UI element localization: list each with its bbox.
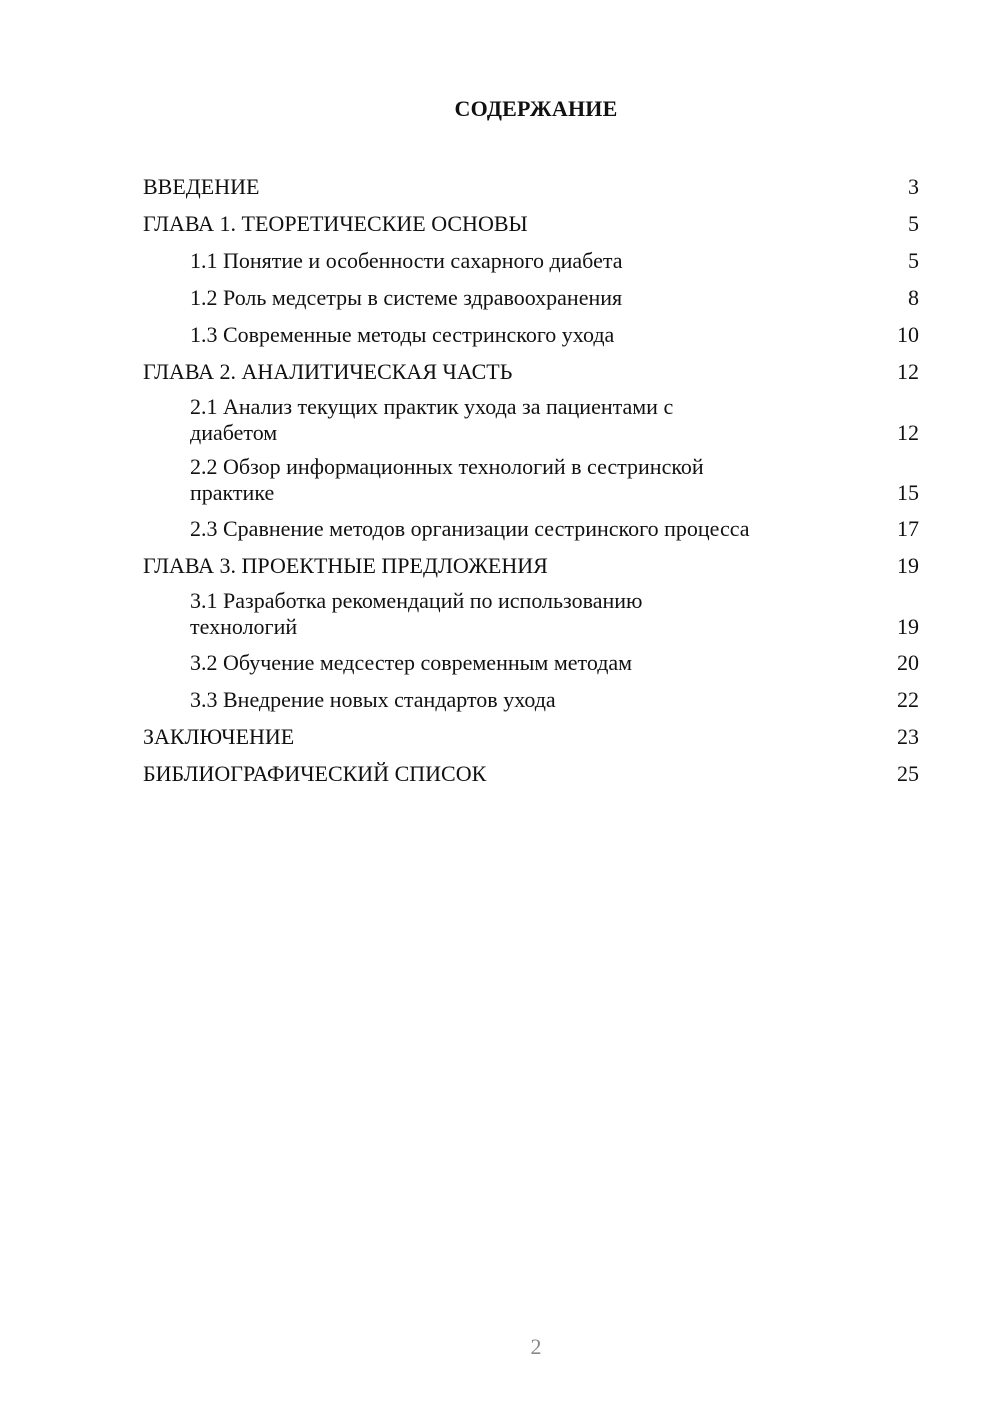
toc-entry-page: 15 xyxy=(897,480,919,505)
toc-entry-page: 22 xyxy=(897,686,919,712)
toc-entry xyxy=(143,755,919,792)
toc-entry-label: 2.2 Обзор информационных технологий в сестринской практике xyxy=(190,454,704,505)
toc-entry xyxy=(143,547,919,584)
toc-subentry xyxy=(143,584,919,644)
toc-entry xyxy=(143,718,919,755)
toc-entry-label: ЗАКЛЮЧЕНИЕ xyxy=(143,723,295,749)
toc-entry-label: 2.3 Сравнение методов организации сестринского процесса xyxy=(190,515,750,541)
toc-entry xyxy=(143,205,919,242)
toc-entry-page: 20 xyxy=(897,649,919,675)
toc-subentry xyxy=(143,279,919,316)
page-title: СОДЕРЖАНИЕ xyxy=(454,96,618,121)
toc-entry-label: 2.1 Анализ текущих практик ухода за пациентами с диабетом xyxy=(190,394,674,445)
toc-entry-label: 3.1 Разработка рекомендаций по использованию технологий xyxy=(190,588,643,639)
page-number: 2 xyxy=(530,1334,542,1359)
toc-entry-label: ВВЕДЕНИЕ xyxy=(143,173,260,199)
toc-entry-label: ГЛАВА 2. АНАЛИТИЧЕСКАЯ ЧАСТЬ xyxy=(143,358,513,384)
toc-entry-page: 10 xyxy=(897,321,919,347)
toc-subentry xyxy=(143,316,919,353)
toc-entry-label: 3.3 Внедрение новых стандартов ухода xyxy=(190,686,556,712)
toc-entry-label: 1.1 Понятие и особенности сахарного диабета xyxy=(190,247,623,273)
toc-entry-page: 5 xyxy=(908,210,919,236)
toc-entry-label: 1.2 Роль медсетры в системе здравоохранения xyxy=(190,284,623,310)
toc-entry-page: 3 xyxy=(908,173,919,199)
toc-entry-label: 3.2 Обучение медсестер современным методам xyxy=(190,649,633,675)
table-of-contents xyxy=(143,168,919,792)
toc-entry xyxy=(143,353,919,390)
toc-subentry xyxy=(143,510,919,547)
toc-entry-label: ГЛАВА 3. ПРОЕКТНЫЕ ПРЕДЛОЖЕНИЯ xyxy=(143,552,548,578)
toc-entry-label: ГЛАВА 1. ТЕОРЕТИЧЕСКИЕ ОСНОВЫ xyxy=(143,210,528,236)
toc-subentry xyxy=(143,450,919,510)
toc-entry-page: 12 xyxy=(897,420,919,445)
toc-subentry xyxy=(143,390,919,450)
toc-entry xyxy=(143,168,919,205)
toc-subentry xyxy=(143,242,919,279)
toc-entry-label: 1.3 Современные методы сестринского ухода xyxy=(190,321,615,347)
toc-entry-page: 23 xyxy=(897,723,919,749)
toc-entry-page: 19 xyxy=(897,614,919,639)
toc-subentry xyxy=(143,644,919,681)
toc-entry-page: 5 xyxy=(908,247,919,273)
toc-entry-page: 19 xyxy=(897,552,919,578)
toc-entry-page: 12 xyxy=(897,358,919,384)
toc-subentry xyxy=(143,681,919,718)
toc-entry-label: БИБЛИОГРАФИЧЕСКИЙ СПИСОК xyxy=(143,760,487,786)
toc-entry-page: 25 xyxy=(897,760,919,786)
toc-entry-page: 17 xyxy=(897,515,919,541)
toc-entry-page: 8 xyxy=(908,284,919,310)
